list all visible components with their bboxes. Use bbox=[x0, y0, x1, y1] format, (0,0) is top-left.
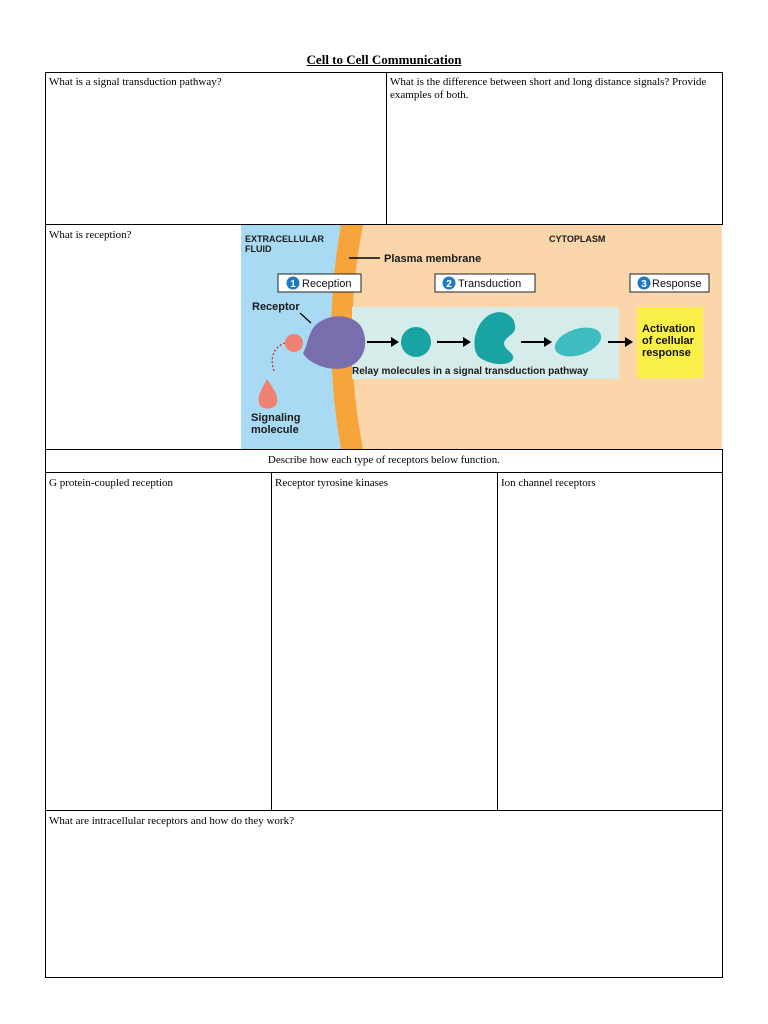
signal-transduction-box[interactable] bbox=[45, 72, 387, 225]
svg-text:Response: Response bbox=[652, 278, 702, 290]
signaling-label: Signaling bbox=[251, 412, 301, 424]
ion-channel-box[interactable] bbox=[497, 472, 723, 811]
svg-text:2: 2 bbox=[446, 279, 452, 290]
bound-signal bbox=[285, 334, 303, 352]
signal-transduction-diagram bbox=[241, 225, 722, 449]
gpcr-label: G protein-coupled reception bbox=[49, 477, 174, 489]
activation-line-1: Activation bbox=[642, 323, 696, 335]
activation-line-2: of cellular bbox=[642, 335, 694, 347]
cytoplasm-label: CYTOPLASM bbox=[549, 234, 606, 244]
svg-text:3: 3 bbox=[641, 279, 647, 290]
step-transduction bbox=[435, 274, 535, 292]
short-long-signals-box[interactable] bbox=[386, 72, 723, 225]
relay-molecule-1 bbox=[401, 327, 431, 357]
rtk-label: Receptor tyrosine kinases bbox=[275, 477, 389, 489]
plasma-membrane-label: Plasma membrane bbox=[384, 253, 482, 265]
relay-caption: Relay molecules in a signal transduction pathway bbox=[352, 366, 589, 377]
signal-transduction-question: What is a signal transduction pathway? bbox=[49, 76, 222, 88]
reception-box[interactable] bbox=[45, 224, 242, 450]
gpcr-box[interactable] bbox=[45, 472, 272, 811]
extracellular-label: EXTRACELLULAR bbox=[245, 234, 324, 244]
svg-text:Reception: Reception bbox=[302, 278, 352, 290]
svg-text:1: 1 bbox=[290, 279, 296, 290]
rtk-box[interactable] bbox=[271, 472, 498, 811]
activation-line-3: response bbox=[642, 347, 691, 359]
intracellular-box[interactable] bbox=[45, 810, 723, 978]
describe-receptors-row bbox=[45, 449, 723, 473]
page-title: Cell to Cell Communication bbox=[306, 52, 462, 67]
short-long-signals-question: What is the difference between short and long distance signals? Provide examples of both. bbox=[390, 76, 707, 101]
step-response bbox=[630, 274, 709, 292]
fluid-label: FLUID bbox=[245, 244, 272, 254]
describe-receptors-text: Describe how each type of receptors below function. bbox=[267, 454, 501, 466]
intracellular-question: What are intracellular receptors and how do they work? bbox=[49, 815, 294, 827]
receptor-label: Receptor bbox=[252, 301, 300, 313]
svg-text:Transduction: Transduction bbox=[458, 278, 522, 290]
step-reception bbox=[278, 274, 361, 292]
reception-question: What is reception? bbox=[49, 229, 132, 241]
molecule-label: molecule bbox=[251, 424, 299, 436]
ion-channel-label: Ion channel receptors bbox=[501, 477, 596, 489]
